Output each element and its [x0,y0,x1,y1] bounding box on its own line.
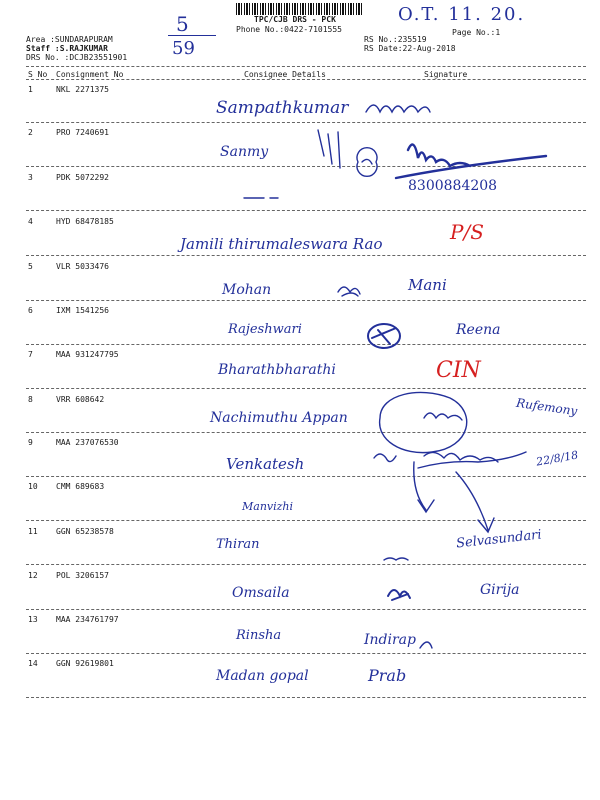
hw-consignee-11: Thiran [216,537,260,552]
hw-consignee-6: Rajeshwari [228,322,302,337]
arrow-line-right [456,472,488,530]
row-sno: 13 [28,615,38,624]
row-sno: 1 [28,85,33,94]
hw-consignee-13: Rinsha [236,628,282,643]
row-consignment: MAA 234761797 [56,615,119,624]
signature-scribble-2 [318,130,340,168]
signature-scribble-11 [384,558,408,560]
row-sno: 5 [28,262,33,271]
hw-fraction-top: 5 [176,12,189,36]
hw-signature-12: Girija [480,582,520,598]
hw-consignee-10: Manvizhi [242,500,294,513]
row-sno: 10 [28,482,38,491]
row-consignment: GGN 92619801 [56,659,114,668]
staff-value: S.RAJKUMAR [59,44,108,53]
row-sno: 11 [28,527,38,536]
row-consignment: POL 3206157 [56,571,109,580]
page-number: Page No.:1 [452,28,501,37]
row-sno: 8 [28,395,33,404]
col-sno: S No [28,70,48,79]
hw-consignee-2: Sanmy [220,144,269,160]
hw-consignee-5: Mohan [222,282,272,298]
row-consignment: VLR 5033476 [56,262,109,271]
drs-label: DRS No. : [26,53,70,62]
row-consignment: MAA 931247795 [56,350,119,359]
row-sno: 6 [28,306,33,315]
rs-date: RS Date:22-Aug-2018 [364,44,456,53]
drs-value: DCJB23551901 [69,53,128,62]
circle-mark-2 [357,148,377,177]
row-consignment: MAA 237076530 [56,438,119,447]
hw-consignee-12: Omsaila [232,585,290,601]
sheet-title: TPC/CJB DRS - PCK [254,15,336,24]
hw-consignee-1: Sampathkumar [216,98,349,118]
row-consignment: PRO 7240691 [56,128,109,137]
row-consignment: VRR 608642 [56,395,105,404]
signature-scribble-13 [420,642,432,648]
underline-2 [396,156,546,178]
area-value: SUNDARAPURAM [54,35,113,44]
rs-no: RS No.:235519 [364,35,427,44]
hw-consignee-4: Jamili thirumaleswara Rao [180,235,383,253]
signature-scribble-9 [374,454,396,462]
hw-signature-5: Mani [408,276,447,294]
hw-date: O.T. 11. 20. [398,4,526,25]
signature-scribble-1 [366,105,430,112]
hw-consignee-7: Bharathbharathi [218,362,336,378]
phone-number: Phone No.:0422-7101555 [236,25,342,34]
row-consignment: NKL 2271375 [56,85,109,94]
row-consignment: CMM 689683 [56,482,105,491]
hw-consignee-9: Venkatesh [226,455,305,473]
hw-signature-4: P/S [450,220,484,244]
hw-fraction-bottom: 59 [172,38,195,59]
row-consignment: HYD 68478185 [56,217,114,226]
hw-phone-2: 8300884208 [408,178,498,194]
signature-scribble-8 [424,413,462,420]
signature-scribble-5 [338,287,360,296]
hw-signature-14: Prab [368,666,407,685]
hw-signature-9: 22/8/18 [535,448,580,469]
row-sno: 14 [28,659,38,668]
row-consignment: PDK 5072292 [56,173,109,182]
row-sno: 4 [28,217,33,226]
staff-label: Staff : [26,44,60,53]
hw-signature-7: CIN [436,358,481,383]
hw-signature-13: Indirap [364,632,416,648]
row-consignment: IXM 1541256 [56,306,109,315]
area-label: Area : [26,35,55,44]
row-sno: 7 [28,350,33,359]
signature-scribble-12 [388,590,410,600]
signature-scribble-9c [418,452,526,468]
row-consignment: GGN 65238578 [56,527,114,536]
row-sno: 12 [28,571,38,580]
row-sno: 3 [28,173,33,182]
signature-scribble-2b [408,145,470,166]
col-consignee: Consignee Details [244,70,326,79]
hw-consignee-14: Madan gopal [216,668,309,684]
hw-signature-8: Rufemony [515,395,579,419]
hw-signature-6: Reena [456,322,501,338]
col-consignment: Consignment No [56,70,124,79]
signature-scribble-6 [368,324,400,348]
circle-mark-8 [380,392,467,452]
hw-signature-11: Selvasundari [455,527,543,552]
row-sno: 9 [28,438,33,447]
hw-consignee-8: Nachimuthu Appan [210,410,348,426]
row-sno: 2 [28,128,33,137]
col-signature: Signature [424,70,468,79]
